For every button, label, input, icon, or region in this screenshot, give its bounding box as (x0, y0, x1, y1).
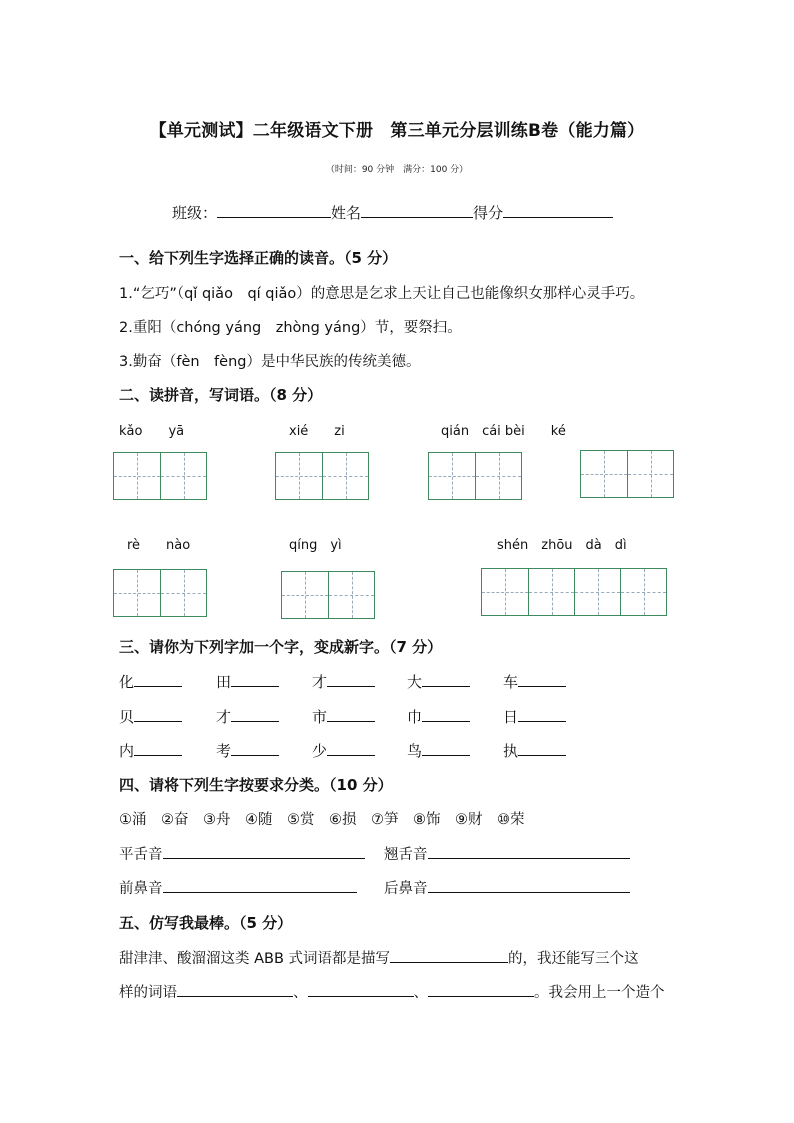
pinyin-qiancaibeike: qián cái bèi ké (441, 424, 566, 439)
exam-meta: （时间：90 分钟 满分：100 分） (325, 165, 469, 175)
qianbi-blank[interactable] (163, 878, 357, 893)
qianbi-row: 前鼻音 (119, 877, 357, 898)
writing-grid-qingyi[interactable] (281, 571, 375, 619)
class-field[interactable] (217, 203, 331, 218)
section-5-line-1: 甜津津、酸溜溜这类 ABB 式词语都是描写 的，我还能写三个这 (119, 947, 639, 968)
char-item: 鸟 (407, 740, 470, 761)
qiaoshe-blank[interactable] (428, 844, 630, 859)
answer-blank[interactable] (231, 707, 279, 722)
name-field[interactable] (361, 203, 473, 218)
section-1-heading: 一、给下列生字选择正确的读音。（5 分） (119, 249, 398, 267)
word-blank-3[interactable] (428, 982, 534, 997)
writing-grid-renao[interactable] (113, 569, 207, 617)
char-item: 才 (216, 706, 279, 727)
char-item: 内 (119, 740, 182, 761)
section-5-heading: 五、仿写我最棒。（5 分） (119, 914, 293, 932)
describe-blank[interactable] (390, 948, 508, 963)
answer-blank[interactable] (518, 741, 566, 756)
answer-blank[interactable] (422, 672, 470, 687)
word-blank-1[interactable] (177, 982, 293, 997)
character-list: ①涌 ②奋 ③舟 ④随 ⑤赏 ⑥损 ⑦笋 ⑧饰 ⑨财 ⑩荣 (119, 812, 525, 828)
writing-grid-shenzhoudadi[interactable] (481, 568, 667, 616)
writing-grid-beike[interactable] (580, 450, 674, 498)
answer-blank[interactable] (422, 741, 470, 756)
pinyin-xiezi: xié zi (289, 424, 345, 439)
score-label: 得分 (473, 204, 504, 222)
question-1-2: 2.重阳（chóng yáng zhòng yáng）节，要祭扫。 (119, 320, 462, 336)
pingshe-blank[interactable] (163, 844, 365, 859)
writing-grid-kaoya[interactable] (113, 452, 207, 500)
page-title: 【单元测试】二年级语文下册 第三单元分层训练B卷（能力篇） (149, 121, 645, 141)
char-item: 车 (503, 671, 566, 692)
houbi-row: 后鼻音 (384, 877, 630, 898)
answer-blank[interactable] (327, 741, 375, 756)
answer-blank[interactable] (134, 672, 182, 687)
section-2-heading: 二、读拼音，写词语。（8 分） (119, 386, 323, 404)
question-1-1: 1.“乞巧”（qǐ qiǎo qí qiǎo）的意思是乞求上天让自己也能像织女那样心灵手巧。 (119, 286, 645, 302)
word-blank-2[interactable] (308, 982, 414, 997)
section-5-line-2: 样的词语 、 、 。我会用上一个造个 (119, 981, 665, 1002)
pinyin-renao: rè nào (127, 538, 191, 553)
char-item: 大 (407, 671, 470, 692)
char-item: 执 (503, 740, 566, 761)
writing-grid-qiancai[interactable] (428, 452, 522, 500)
answer-blank[interactable] (231, 741, 279, 756)
answer-blank[interactable] (231, 672, 279, 687)
name-label: 姓名 (331, 204, 362, 222)
section-3-heading: 三、请你为下列字加一个字，变成新字。（7 分） (119, 638, 443, 656)
char-item: 考 (216, 740, 279, 761)
char-item: 市 (312, 706, 375, 727)
pinyin-shenzhoudadi: shén zhōu dà dì (497, 538, 627, 553)
pingshe-row: 平舌音 (119, 843, 365, 864)
answer-blank[interactable] (518, 672, 566, 687)
answer-blank[interactable] (134, 707, 182, 722)
houbi-blank[interactable] (428, 878, 630, 893)
pinyin-qingyi: qíng yì (289, 538, 342, 553)
pinyin-kaoya: kǎo yā (119, 424, 185, 439)
char-item: 巾 (407, 706, 470, 727)
answer-blank[interactable] (518, 707, 566, 722)
char-item: 少 (312, 740, 375, 761)
answer-blank[interactable] (134, 741, 182, 756)
char-item: 贝 (119, 706, 182, 727)
score-field[interactable] (503, 203, 613, 218)
answer-blank[interactable] (327, 672, 375, 687)
writing-grid-xiezi[interactable] (275, 452, 369, 500)
class-label: 班级： (172, 204, 218, 222)
char-item: 田 (216, 671, 279, 692)
answer-blank[interactable] (327, 707, 375, 722)
char-item: 才 (312, 671, 375, 692)
question-1-3: 3.勤奋（fèn fèng）是中华民族的传统美德。 (119, 354, 421, 370)
char-item: 日 (503, 706, 566, 727)
section-4-heading: 四、请将下列生字按要求分类。（10 分） (119, 776, 393, 794)
qiaoshe-row: 翘舌音 (384, 843, 630, 864)
answer-blank[interactable] (422, 707, 470, 722)
char-item: 化 (119, 671, 182, 692)
student-info (172, 202, 613, 223)
